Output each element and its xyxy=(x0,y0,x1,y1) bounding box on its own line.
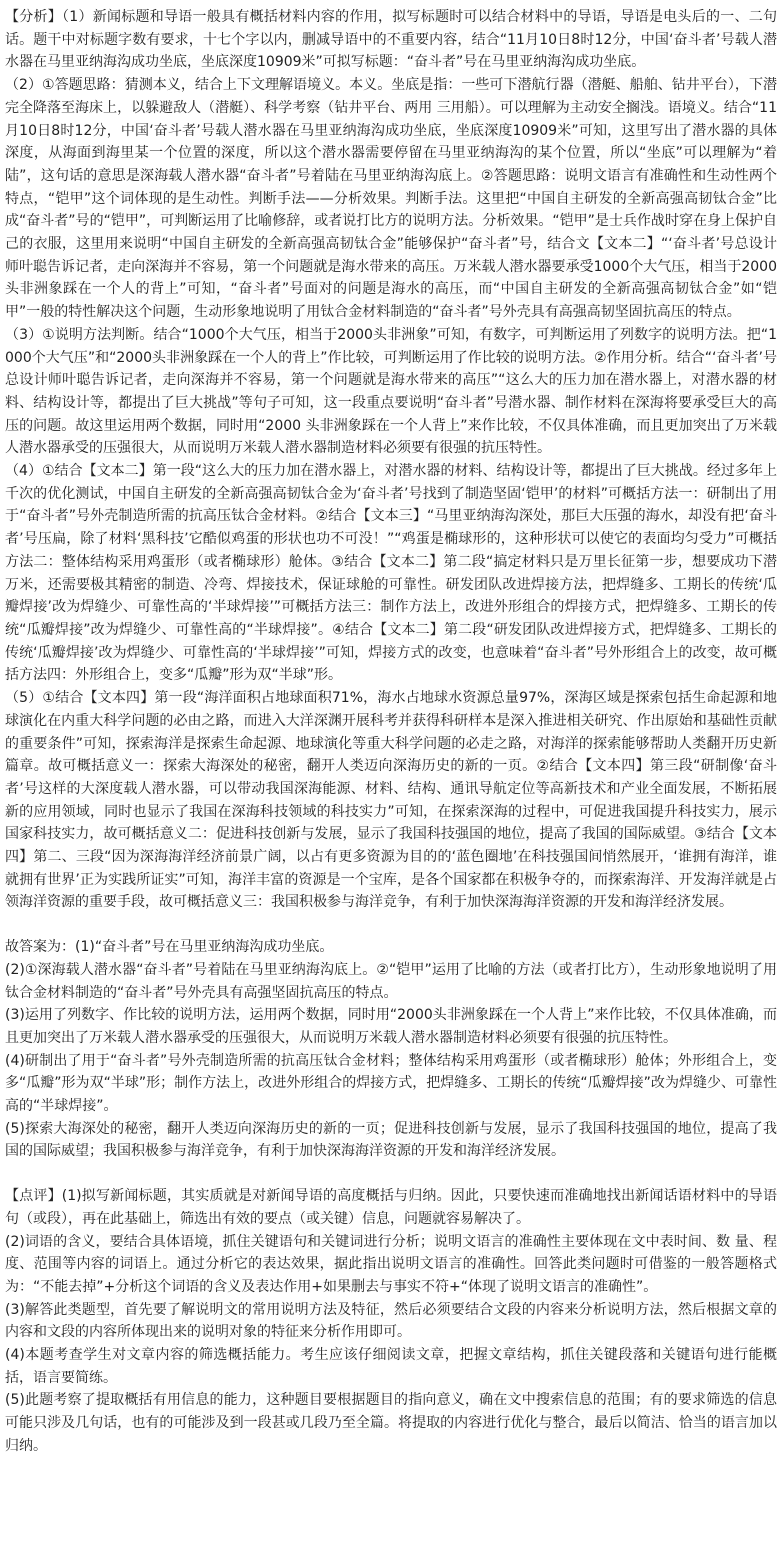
comment-q4-paragraph: (4)本题考查学生对文章内容的筛选概括能力。考生应该仔细阅读文章，把握文章结构，抓住关键段落和关键语句进行能概括，语言要简练。 xyxy=(5,1347,777,1386)
analysis-q3-paragraph: （3）①说明方法判断。结合“1000个大气压，相当于2000头非洲象”可知，有数字，可判断运用了列数字的说明方法。把“1000个大气压”和“2000头非洲象踩在一个人的背上”作比较，可判断运用了作比较的说明方法。②作用分析。结合“‘奋斗者’号总设计师叶聪告诉记者，走向深海并不容易，第一个问题就是海水带来的高压”“这么大的压力加在潜水器上，对潜水器的材料、结构设计等，都提出了巨大挑战”等句子可知，这一段重点要说明“奋斗者”号潜水器、制作材料在深海将要承受巨大的高压的问题。故这里运用两个数据，同时用“2000 头非洲象踩在一个人背上”来作比较，不仅具体准确，而且更加突出了万米载人潜水器承受的压强很大，从而说明万米载人潜水器制造材料必须要有很强的抗压特性。 xyxy=(5,326,777,457)
analysis-q4-paragraph: （4）①结合【文本二】第一段“这么大的压力加在潜水器上，对潜水器的材料、结构设计等，都提出了巨大挑战。经过多年上千次的优化测试，中国自主研发的全新高强高韧钛合金为‘奋斗者’号找到了制造坚固‘铠甲’的材料”可概括方法一：研制出了用于“奋斗者”号外壳制造所需的抗高压钛合金材料。②结合【文本三】“马里亚纳海沟深处，那巨大压强的海水，却没有把‘奋斗者’号压扁，除了材料‘黑科技’它酷似鸡蛋的形状也功不可没！”“鸡蛋是椭球形的，这种形状可以使它的表面均匀受力”可概括方法二：整体结构采用鸡蛋形（或者椭球形）舱体。③结合【文本二】第二段“搞定材料只是万里长征第一步，想要成功下潜万米，还需要极其精密的制造、冷弯、焊接技术，保证球舱的可靠性。研发团队改进焊接方法，把焊缝多、工期长的传统‘瓜瓣焊接’改为焊缝少、可靠性高的‘半球焊接’”可概括方法三：制作方法上，改进外形组合的焊接方式，把焊缝多、工期长的传统“瓜瓣焊接”改为焊缝少、可靠性高的“半球焊接”。④结合【文本二】第二段“研发团队改进焊接方式，把焊缝多、工期长的传统‘瓜瓣焊接’改为焊缝少、可靠性高的‘半球焊接’”可知，焊接方式的改变，也意味着“奋斗者”号外形组合上的改变，故可概括方法四：外形组合上，变多“瓜瓣”形为双“半球”形。 xyxy=(5,463,777,684)
comment-q3-paragraph: (3)解答此类题型，首先要了解说明文的常用说明方法及特征，然后必须要结合文段的内容来分析说明方法，然后根据文章的内容和文段的内容所体现出来的说明对象的特征来分析作用即可。 xyxy=(5,1301,777,1341)
comment-q2-paragraph: (2)词语的含义，要结合具体语境，抓住关键语句和关键词进行分析；说明文语言的准确性主要体现在文中表时间、数 量、程度、范围等内容的词语上。通过分析它的表达效果，据此指出说明文语言的准确性。回答此类问题时可借鉴的一般答题格式为：“不能去掉”+分析这个词语的含义及表达作用+如果删去与事实不符+“体现了说明文语言的准确性”。 xyxy=(5,1233,777,1295)
analysis-q2-paragraph: （2）①答题思路：猜测本义，结合上下文理解语境义。本义。坐底是指：一些可下潜航行器（潜艇、船舶、钻井平台），下潜完全降落至海床上，以躲避敌人（潜艇）、科学考察（钻井平台、两用 三用船）。可以理解为主动安全搁浅。语境义。结合“11月10日8时12分，中国‘奋斗者’号载人潜水器在马里亚纳海沟成功坐底，坐底深度10909米”可知，这里写出了潜水器的具体深度，从海面到海里某一个位置的深度，所以这个潜水器需要停留在马里亚纳海沟的某个位置，所以“坐底”可以理解为“着陆”，这句话的意思是深海载人潜水器“奋斗者”号着陆在马里亚纳海沟底上。②答题思路：说明文语言有准确性和生动性两个特点，“铠甲”这个词体现的是生动性。判断手法——分析效果。判断手法。这里把“中国自主研发的全新高强高韧钛合金”比成“奋斗者”号的“铠甲”，可判断运用了比喻修辞，或者说打比方的说明方法。分析效果。“铠甲”是士兵作战时穿在身上保护自己的衣服，这里用来说明“中国自主研发的全新高强高韧钛合金”能够保护“奋斗者”号，结合文【文本二】“‘奋斗者’号总设计师叶聪告诉记者，走向深海并不容易，第一个问题就是海水带来的高压。万米载人潜水器要承受1000个大气压，相当于2000头非洲象踩在一个人的背上”可知，“奋斗者”号面对的问题是海水的高压，而“中国自主研发的全新高强高韧钛合金”如“铠甲”一般的特性解决这个问题，生动形象地说明了用钛合金材料制造的“奋斗者”号外壳具有高强高韧坚固抗高压的特点。 xyxy=(5,77,777,321)
analysis-q1-paragraph: 【分析】（1）新闻标题和导语一般具有概括材料内容的作用，拟写标题时可以结合材料中的导语，导语是电头后的一、二句话。题干中对标题字数有要求，十七个字以内，删减导语中的不重要内容，结合“11月10日8时12分，中国‘奋斗者’号载人潜水器在马里亚纳海沟成功坐底，坐底深度10909米”可拟写标题：“奋斗者”号在马里亚纳海沟成功坐底。 xyxy=(5,9,777,71)
comment-section xyxy=(5,1185,777,1457)
answer-q1-line: 故答案为：(1)“奋斗者”号在马里亚纳海沟成功坐底。 xyxy=(5,939,334,956)
answer-q5-line: (5)探索大海深处的秘密，翻开人类迈向深海历史的新的一页；促进科技创新与发展，显示了我国科技强国的地位，提高了我国的国际威望；我国积极参与海洋竞争，有利于加快深海海洋资源的开发和海洋经济发展。 xyxy=(5,1120,777,1160)
comment-q5-paragraph: (5)此题考察了提取概括有用信息的能力，这种题目要根据题目的指向意义，确在文中搜索信息的范围；有的要求筛选的信息可能只涉及几句话，也有的可能涉及到一段甚或几段乃至全篇。将提取的内容进行优化与整合，最后以简洁、恰当的语言加以归纳。 xyxy=(5,1392,777,1454)
answer-q2-line: (2)①深海载人潜水器“奋斗者”号着陆在马里亚纳海沟底上。②“铠甲”运用了比喻的方法（或者打比方），生动形象地说明了用钛合金材料制造的“奋斗者”号外壳具有高强坚固抗高压的特点。 xyxy=(5,961,777,1001)
answer-q3-line: (3)运用了列数字、作比较的说明方法，运用两个数据，同时用“2000头非洲象踩在一个人背上”来作比较，不仅具体准确，而且更加突出了万米载人潜水器承受的压强很大，从而说明万米载人潜水器制造材料必须要有很强的抗压特性。 xyxy=(5,1007,777,1046)
analysis-section xyxy=(5,6,777,914)
section-gap xyxy=(5,914,777,936)
section-gap xyxy=(5,1163,777,1185)
comment-q1-paragraph: 【点评】(1)拟写新闻标题，其实质就是对新闻导语的高度概括与归纳。因此，只要快速而准确地找出新闻话语材料中的导语句（或段），再在此基础上，筛选出有效的要点（或关键）信息，问题就容易解决了。 xyxy=(5,1188,777,1227)
analysis-q5-paragraph: （5）①结合【文本四】第一段“海洋面积占地球面积71%，海水占地球水资源总量97%，深海区域是探索包括生命起源和地球演化在内重大科学问题的必由之路，而进入大洋深渊开展科考并获得科研样本是深入推进相关研究、作出原始和基础性贡献的重要条件”可知，探索海洋是探索生命起源、地球演化等重大科学问题的必走之路，对海洋的探索能够帮助人类翻开历史新篇章。故可概括意义一：探索大海深处的秘密，翻开人类迈向深海历史的新的一页。②结合【文本四】第三段“研制像‘奋斗者’号这样的大深度载人潜水器，可以带动我国深海能源、材料、结构、通讯导航定位等高新技术和产业全面发展，不断拓展新的应用领域，同时也显示了我国在深海科技领域的科技实力”可知，在探索深海的过程中，可促进我国提升科技实力，展示国家科技实力，故可概括意义二：促进科技创新与发展，显示了我国科技强国的地位，提高了我国的国际威望。③结合【文本四】第二、三段“因为深海海洋经济前景广阔，以占有更多资源为目的的‘蓝色圈地’在科技强国间悄然展开，‘谁拥有海洋，谁就拥有世界’正为实践所证实”可知，海洋丰富的资源是一个宝库，是各个国家都在积极争夺的，而探索海洋、开发海洋就是占领海洋资源的重要手段，故可概括意义三：我国积极参与海洋竞争，有利于加快深海海洋资源的开发和海洋经济发展。 xyxy=(5,690,777,911)
answer-q4-line: (4)研制出了用于“奋斗者”号外壳制造所需的抗高压钛合金材料；整体结构采用鸡蛋形（或者椭球形）舱体；外形组合上，变多“瓜瓣”形为双“半球”形；制作方法上，改进外形组合的焊接方式，把焊缝多、工期长的传统“瓜瓣焊接”改为焊缝少、可靠性高的“半球焊接”。 xyxy=(5,1052,777,1115)
answer-section xyxy=(5,936,777,1163)
